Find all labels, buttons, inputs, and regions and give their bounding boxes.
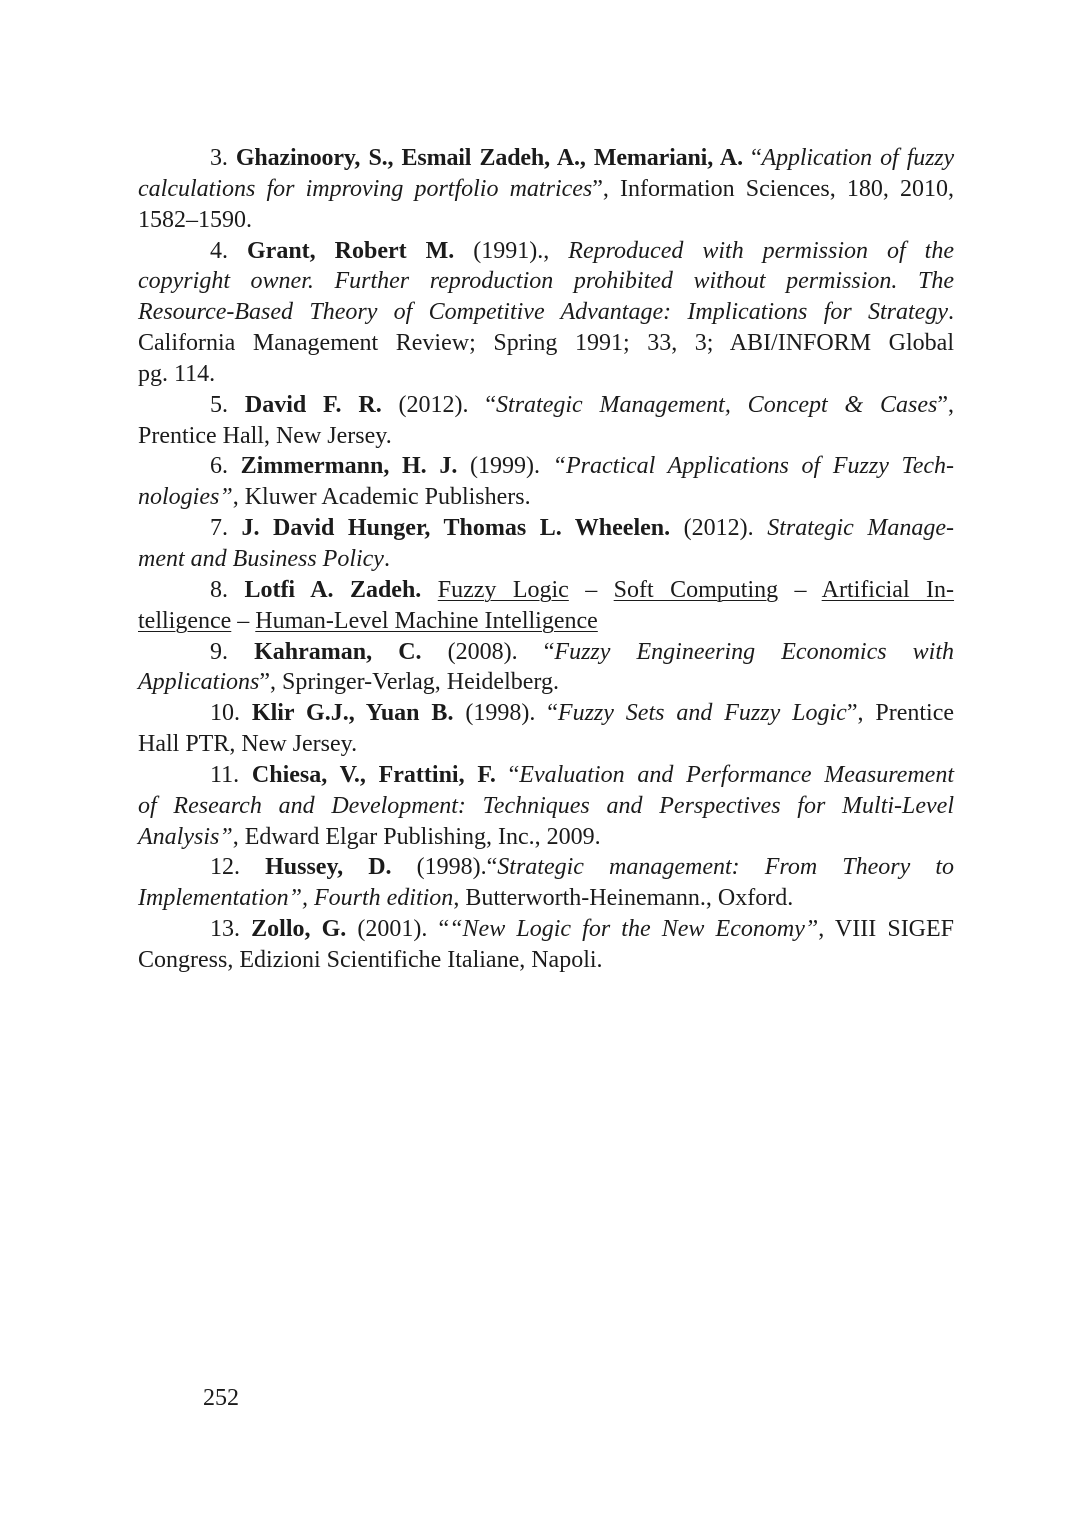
reference-entry [138, 698, 954, 760]
reference-entry [138, 575, 954, 637]
reference-line [138, 451, 954, 482]
reference-link[interactable]: telligence [138, 607, 232, 634]
reference-text: Prentice Hall, New Jersey. [138, 422, 392, 449]
reference-text: ”, [937, 391, 955, 418]
reference-text: 13. [210, 916, 252, 943]
reference-line [138, 883, 954, 914]
reference-line [138, 575, 954, 606]
reference-text: Hall PTR, New Jersey. [138, 731, 358, 758]
reference-text: , VIII SIGEF [818, 916, 955, 943]
reference-author: Zollo, G. [251, 916, 347, 943]
reference-author: Ghazinoory, S., Esmail Zadeh, A., Memariani, A. [235, 145, 743, 171]
reference-line [138, 266, 954, 297]
reference-entry [138, 637, 954, 699]
reference-text: , Kluwer Academic Publishers. [232, 484, 531, 511]
reference-text: (1999). [457, 453, 553, 480]
reference-entry [138, 143, 954, 236]
reference-title: Resource-Based Theory of Competitive Advantage: Implications for Strategy [138, 299, 948, 326]
reference-entry [138, 760, 954, 853]
reference-text: ”, Prentice [846, 700, 955, 727]
reference-text: ”, Information Sciences, 180, 2010, [592, 175, 954, 202]
reference-author: Grant, Robert M. [247, 237, 455, 264]
reference-title: copyright owner. Further reproduction prohibited without permission. The [138, 268, 954, 295]
reference-text: (2012). “ [381, 391, 497, 418]
reference-line [138, 297, 954, 328]
reference-title: Reproduced with permission of the [568, 237, 955, 264]
reference-author: J. David Hunger, Thomas L. Wheelen. [241, 515, 671, 542]
reference-title: Strategic management: From Theory to [497, 854, 955, 881]
reference-text: – [778, 576, 822, 603]
reference-text: . [948, 299, 954, 326]
reference-line [138, 791, 954, 822]
reference-entry [138, 513, 954, 575]
reference-line [138, 760, 954, 791]
reference-title: Fuzzy Engineering Economics with [554, 638, 955, 665]
page-number: 252 [203, 1385, 239, 1411]
reference-title: Analysis” [138, 823, 233, 850]
reference-author: David F. R. [244, 391, 382, 418]
reference-text: – [231, 607, 256, 634]
reference-title: Implementation”, Fourth edition [138, 885, 454, 912]
reference-line [138, 606, 954, 637]
reference-text: 11. [210, 761, 252, 788]
reference-text: “ [495, 761, 520, 788]
reference-entry [138, 852, 954, 914]
reference-text: 1582–1590. [138, 206, 252, 233]
reference-list [138, 143, 954, 976]
reference-text: ”, Springer-Verlag, Heidelberg. [259, 669, 559, 696]
reference-title: “New Logic for the New Economy” [449, 916, 819, 943]
reference-line [138, 822, 954, 853]
reference-entry [138, 236, 954, 390]
reference-author: Klir G.J., Yuan B. [251, 700, 454, 727]
reference-line [138, 143, 954, 174]
reference-line [138, 482, 954, 513]
reference-text [421, 577, 437, 603]
reference-link[interactable]: Fuzzy Logic [437, 576, 569, 603]
reference-link[interactable]: Artificial In- [821, 576, 955, 603]
reference-text: 7. [210, 515, 242, 542]
reference-text: Congress, Edizioni Scientifiche Italiane, Napoli. [138, 946, 603, 973]
reference-line [138, 945, 954, 976]
reference-text: 10. [210, 700, 252, 727]
reference-author: Zimmermann, H. J. [240, 453, 458, 480]
reference-author: Kahraman, C. [254, 638, 422, 665]
reference-line [138, 390, 954, 421]
reference-text: , Butterworth-Heinemann., Oxford. [453, 885, 794, 912]
reference-line [138, 359, 954, 390]
reference-title: Applications [138, 669, 260, 696]
reference-author: Chiesa, V., Frattini, F. [251, 761, 496, 788]
reference-text: – [568, 576, 614, 603]
reference-entry [138, 451, 954, 513]
reference-line [138, 637, 954, 668]
reference-text: 3. [210, 145, 236, 171]
reference-text: (2008). “ [421, 638, 555, 665]
reference-line [138, 174, 954, 205]
reference-text: pg. 114. [138, 360, 216, 387]
reference-title: Strategic Management, Concept & Cases [496, 391, 938, 418]
reference-title: nologies” [138, 484, 233, 511]
reference-text: , Edward Elgar Publishing, Inc., 2009. [232, 823, 601, 850]
reference-title: calculations for improving portfolio matrices [138, 175, 593, 202]
reference-link[interactable]: Soft Computing [613, 576, 779, 603]
reference-title: Evaluation and Performance Measurement [519, 761, 954, 788]
reference-author: Hussey, D. [265, 854, 392, 881]
reference-line [138, 698, 954, 729]
reference-text: 8. [210, 576, 245, 603]
reference-line [138, 667, 954, 698]
reference-text: (2001). “ [346, 916, 450, 943]
reference-text: (1998).“ [391, 854, 498, 881]
reference-text: 12. [210, 854, 266, 881]
reference-title: Application of fuzzy [761, 145, 954, 171]
reference-title: ment and Business Policy [138, 545, 384, 572]
reference-line [138, 544, 954, 575]
reference-title: of Research and Development: Techniques and Perspectives for Multi-Level [138, 792, 954, 819]
reference-line [138, 205, 954, 236]
reference-text: (2012). [670, 515, 768, 542]
reference-text: 6. [210, 453, 241, 480]
reference-line [138, 852, 954, 883]
reference-text: (1991)., [454, 237, 569, 264]
reference-entry [138, 390, 954, 452]
reference-entry [138, 914, 954, 976]
reference-line [138, 914, 954, 945]
reference-text: California Management Review; Spring 1991; 33, 3; ABI/INFORM Global [138, 330, 954, 357]
reference-title: Strategic Manage- [767, 515, 955, 542]
reference-text: “ [742, 145, 762, 171]
reference-title: “Practical Applications of Fuzzy Tech- [552, 453, 955, 480]
reference-text: 4. [210, 237, 247, 264]
reference-line [138, 421, 954, 452]
reference-line [138, 236, 954, 267]
reference-line [138, 513, 954, 544]
reference-author: Lotfi A. Zadeh. [244, 576, 422, 603]
reference-title: Fuzzy Sets and Fuzzy Logic [557, 700, 847, 727]
reference-text: . [383, 545, 390, 572]
reference-text: 9. [210, 638, 255, 665]
reference-link[interactable]: Human-Level Machine Intelligence [255, 607, 598, 634]
reference-text: 5. [210, 391, 245, 418]
reference-line [138, 729, 954, 760]
reference-text: (1998). “ [453, 700, 558, 727]
reference-line [138, 328, 954, 359]
